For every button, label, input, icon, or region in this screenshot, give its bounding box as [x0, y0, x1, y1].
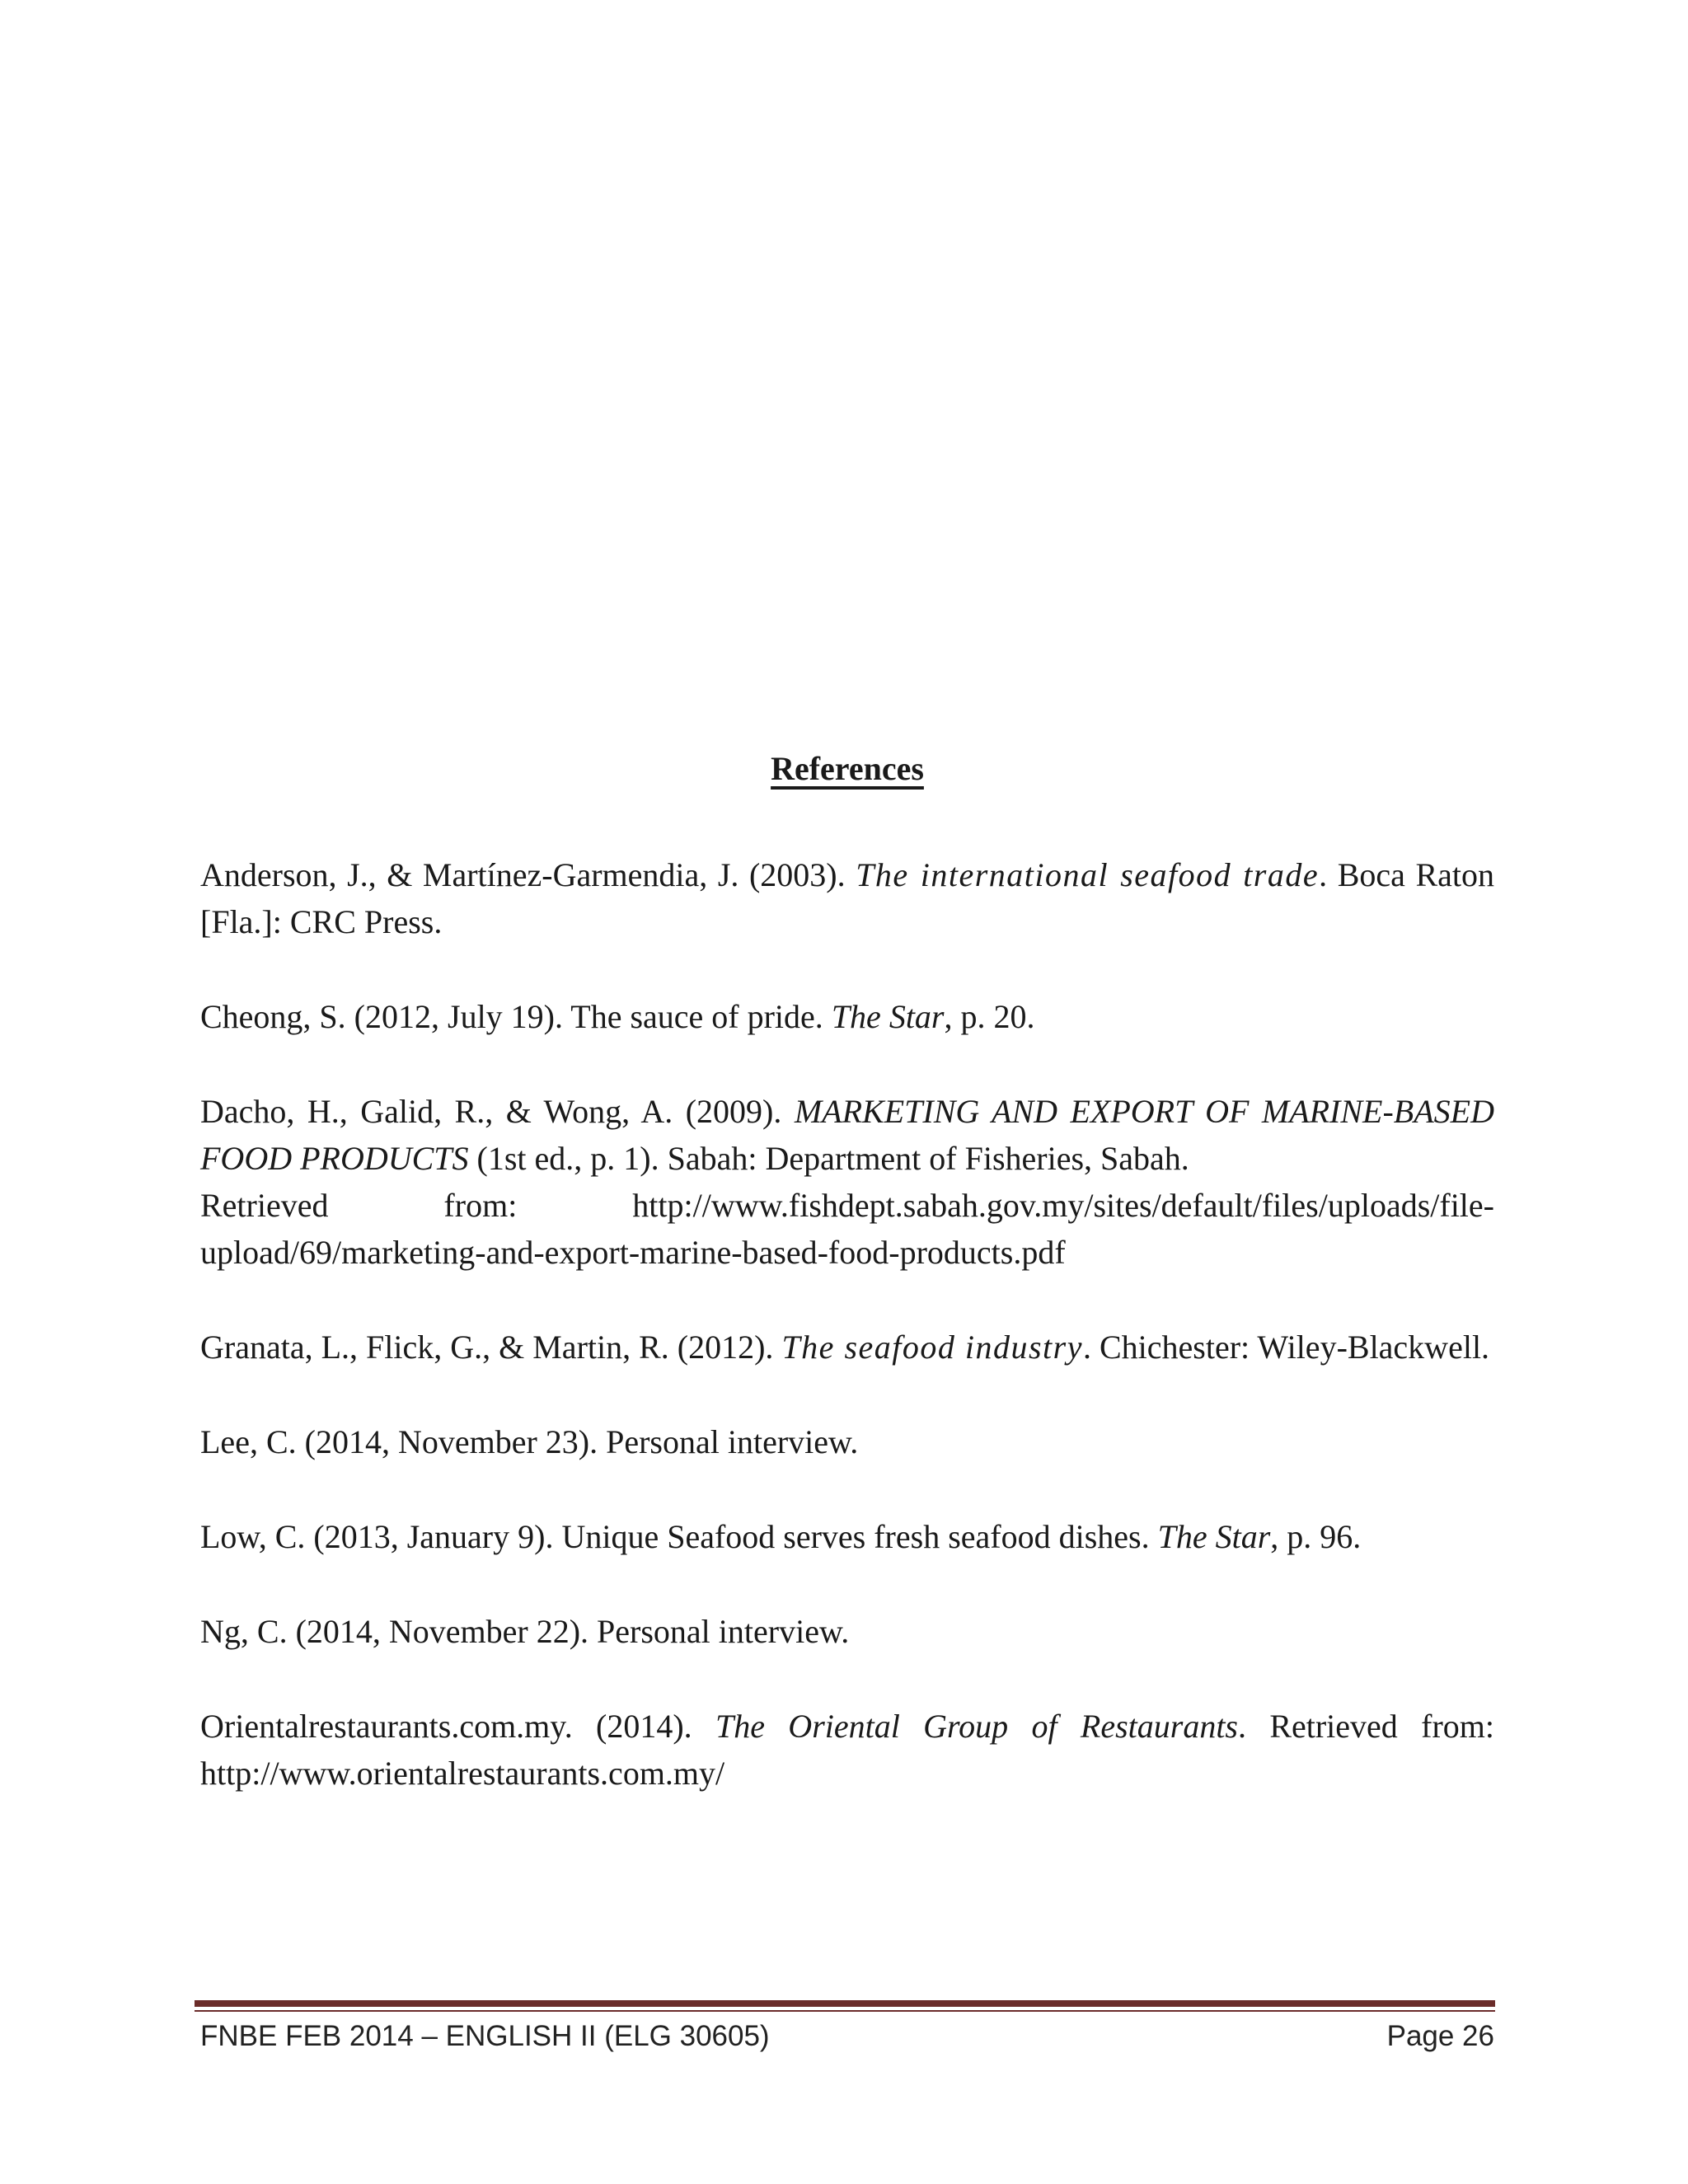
- reference-url-part1: http://www.fishdept.sabah.gov.my/sites/default/files/uploads/file-: [632, 1187, 1494, 1224]
- reference-title: The Oriental Group of Restaurants: [715, 1708, 1238, 1745]
- footer-course-label: FNBE FEB 2014 – ENGLISH II (ELG 30605): [200, 2020, 770, 2052]
- footer-rule: [195, 2000, 1495, 2007]
- reference-title: The Star: [831, 998, 945, 1035]
- reference-publisher: (1st ed., p. 1). Sabah: Department of Fisheries, Sabah.: [468, 1140, 1189, 1177]
- reference-title: MARKETING AND EXPORT OF MARINE-BASED FOOD PRODUCTS: [200, 1093, 1494, 1177]
- reference-granata: [200, 1324, 1494, 1371]
- reference-authors-date: Cheong, S. (2012, July 19). The sauce of pride.: [200, 998, 832, 1035]
- reference-dacho: [200, 1088, 1494, 1276]
- reference-title: The seafood industry: [781, 1329, 1083, 1366]
- references-heading: References: [771, 750, 924, 787]
- reference-authors-date: Dacho, H., Galid, R., & Wong, A. (2009).: [200, 1093, 795, 1130]
- page-footer: [200, 2016, 1494, 2057]
- reference-authors-date: Orientalrestaurants.com.my. (2014).: [200, 1708, 715, 1745]
- reference-oriental: [200, 1703, 1494, 1797]
- reference-retrieved-label: Retrieved from:: [200, 1187, 633, 1224]
- reference-title: The Star: [1157, 1518, 1271, 1555]
- reference-anderson: [200, 851, 1494, 945]
- reference-publisher: . Boca Raton [Fla.]: CRC Press.: [200, 856, 1494, 940]
- reference-authors-date: Low, C. (2013, January 9). Unique Seafood serves fresh seafood dishes.: [200, 1518, 1158, 1555]
- references-section: [200, 746, 1494, 1844]
- reference-ng: Ng, C. (2014, November 22). Personal interview.: [200, 1613, 850, 1650]
- reference-authors-date: Granata, L., Flick, G., & Martin, R. (2012).: [200, 1329, 782, 1366]
- reference-lee: Lee, C. (2014, November 23). Personal interview.: [200, 1423, 859, 1460]
- reference-publisher: . Chichester: Wiley-Blackwell.: [1082, 1329, 1490, 1366]
- reference-title: The international seafood trade: [856, 856, 1320, 893]
- reference-publisher: , p. 96.: [1270, 1518, 1362, 1555]
- reference-publisher: , p. 20.: [944, 998, 1035, 1035]
- reference-cheong: [200, 993, 1494, 1040]
- reference-authors-date: Anderson, J., & Martínez-Garmendia, J. (2003).: [200, 856, 856, 893]
- reference-low: [200, 1513, 1494, 1560]
- footer-rule-thin: [195, 2010, 1495, 2012]
- reference-url-part2: upload/69/marketing-and-export-marine-based-food-products.pdf: [200, 1234, 1066, 1271]
- reference-url-line: [200, 1182, 1494, 1229]
- page-number: Page 26: [1386, 2020, 1494, 2052]
- reference-publisher: . Retrieved from: http://www.orientalrestaurants.com.my/: [200, 1708, 1494, 1792]
